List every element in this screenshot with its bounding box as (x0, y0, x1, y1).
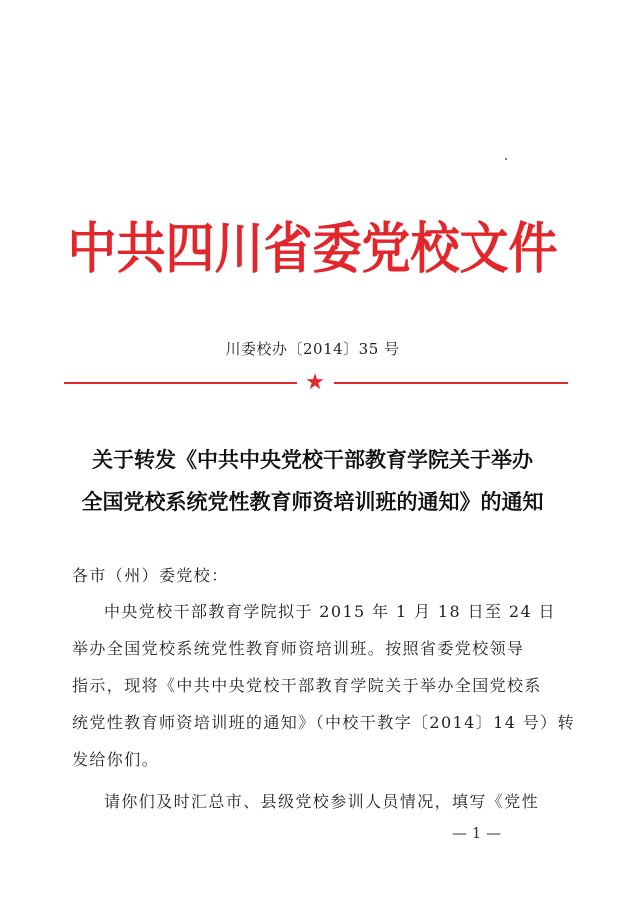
body-line-6: 请你们及时汇总市、县级党校参训人员情况，填写《党性 (104, 792, 540, 811)
scan-speck (505, 158, 507, 160)
document-header-title: 中共四川省委党校文件 (67, 217, 558, 281)
header-divider-right (334, 382, 568, 384)
page-number: — 1 — (452, 824, 502, 842)
body-line-2: 举办全国党校系统党性教育师资培训班。按照省委党校领导 (72, 639, 525, 658)
document-title-line-2: 全国党校系统党性教育师资培训班的通知》的通知 (81, 489, 544, 514)
body-line-1: 中央党校干部教育学院拟于 2015 年 1 月 18 日至 24 日 (104, 602, 556, 621)
document-title-line-1: 关于转发《中共中央党校干部教育学院关于举办 (92, 447, 533, 472)
star-icon: ★ (305, 370, 325, 395)
body-line-5: 发给你们。 (72, 750, 160, 769)
body-line-3: 指示，现将《中共中央党校干部教育学院关于举办全国党校系 (72, 676, 542, 695)
salutation: 各市（州）委党校： (72, 566, 229, 585)
body-line-4: 统党性教育师资培训班的通知》（中校干教字〔2014〕14 号）转 (72, 713, 575, 732)
document-number: 川委校办〔2014〕35 号 (225, 340, 400, 358)
header-divider-left (64, 382, 297, 384)
